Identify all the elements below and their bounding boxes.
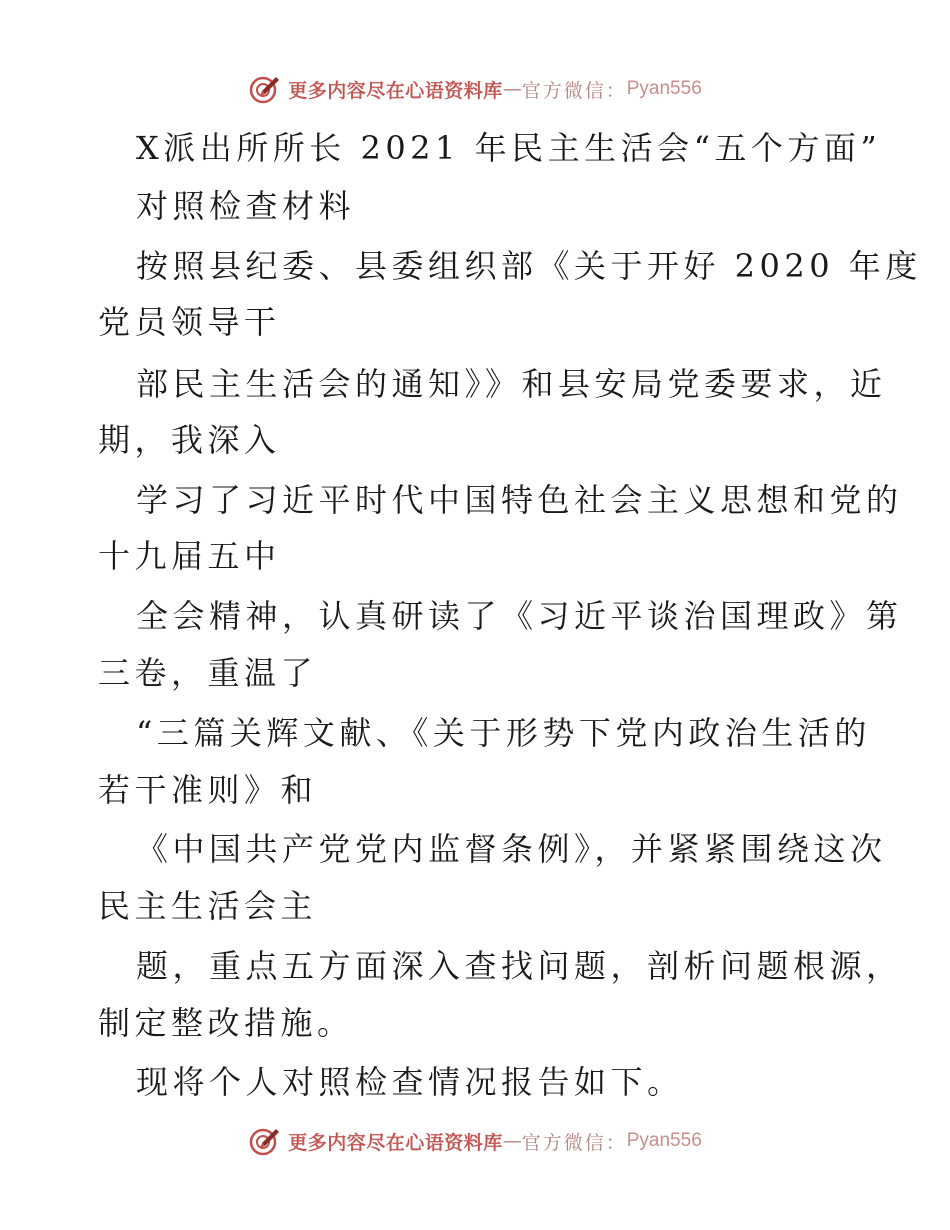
text-line: 《中国共产党党内监督条例》，并紧紧围绕这次: [136, 830, 887, 868]
title-line-1: X派出所所长 2021 年民主生活会“五个方面”: [136, 129, 882, 167]
watermark-id: Pyan556: [626, 78, 702, 99]
text-line: 题，重点五方面深入查找问题，剖析问题根源，: [136, 947, 903, 985]
footer-watermark: [0, 1124, 950, 1158]
watermark-label: 官方微信：: [521, 79, 627, 102]
text-line: “三篇关辉文献、《关于形势下党内政治生活的: [136, 714, 871, 752]
text-line: 期，我深入: [98, 421, 281, 459]
watermark-main-text: 更多内容尽在心语资料库: [288, 1131, 503, 1154]
watermark-label: 官方微信：: [521, 1131, 627, 1154]
text-line: 三卷，重温了: [98, 654, 318, 692]
text-line: 民主生活会主: [98, 887, 318, 925]
text-line: 学习了习近平时代中国特色社会主义思想和党的: [136, 481, 903, 519]
text-line: 党员领导干: [98, 303, 281, 341]
pen-logo-icon: [248, 72, 282, 106]
watermark-main-text: 更多内容尽在心语资料库: [288, 79, 503, 102]
title-line-2: 对照检查材料: [136, 187, 356, 225]
header-watermark: [0, 72, 950, 106]
text-line: 现将个人对照检查情况报告如下。: [136, 1063, 684, 1101]
pen-logo-icon: [248, 1124, 282, 1158]
text-line: 十九届五中: [98, 537, 281, 575]
watermark-separator: —: [502, 78, 522, 100]
watermark-separator: —: [502, 1130, 522, 1152]
text-line: 部民主生活会的通知》》和县安局党委要求，近: [136, 365, 887, 403]
watermark-id: Pyan556: [626, 1130, 702, 1151]
text-line: 全会精神，认真研读了《习近平谈治国理政》第: [136, 597, 903, 635]
text-line: 制定整改措施。: [98, 1004, 354, 1042]
text-line: 按照县纪委、县委组织部《关于开好 2020 年度: [136, 247, 922, 285]
text-line: 若干准则》和: [98, 771, 318, 809]
